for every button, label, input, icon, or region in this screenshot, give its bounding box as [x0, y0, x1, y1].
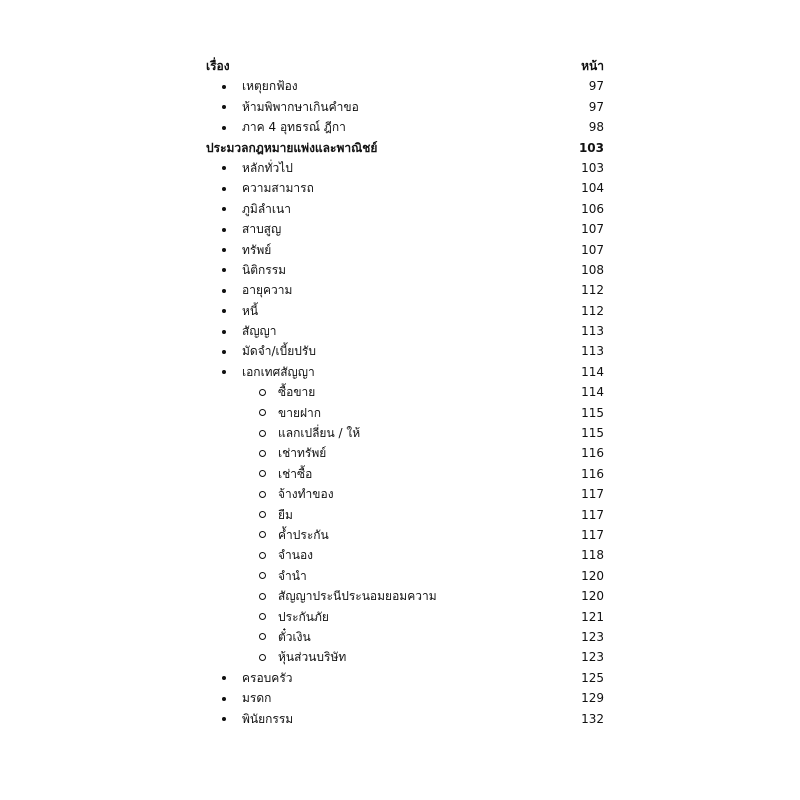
- toc-header-title: เรื่อง: [206, 59, 230, 73]
- bullet-disc-icon: [222, 289, 226, 293]
- toc-entry: [206, 341, 604, 361]
- bullet-disc-icon: [222, 248, 226, 252]
- bullet-disc-icon: [222, 309, 226, 313]
- bullet-circle-icon: [259, 511, 266, 518]
- toc-entry: [206, 280, 604, 300]
- toc-entry-title: ค้ำประกัน: [278, 527, 329, 542]
- toc-entry-page-number: 97: [588, 79, 604, 94]
- toc-entry-page-number: 97: [588, 99, 604, 114]
- bullet-disc-icon: [222, 187, 226, 191]
- toc-subentry: [206, 403, 604, 423]
- toc-entry-page-number: 117: [581, 487, 604, 502]
- toc-entry-page-number: 113: [581, 324, 604, 339]
- toc-entry-page-number: 104: [581, 181, 604, 196]
- toc-subentry: [206, 484, 604, 504]
- toc-entry: [206, 178, 604, 198]
- toc-entry: [206, 688, 604, 708]
- toc-entry-page-number: 114: [581, 385, 604, 400]
- bullet-circle-icon: [259, 470, 266, 477]
- toc-entry-title: ประกันภัย: [278, 609, 329, 624]
- bullet-disc-icon: [222, 330, 226, 334]
- toc-entry-page-number: 116: [581, 466, 604, 481]
- toc-subentry: [206, 545, 604, 565]
- toc-entry-title: สาบสูญ: [242, 222, 282, 237]
- bullet-circle-icon: [259, 593, 266, 600]
- toc-entry-page-number: 132: [581, 711, 604, 726]
- bullet-circle-icon: [259, 654, 266, 661]
- toc-entry-page-number: 120: [581, 568, 604, 583]
- toc-entry-page-number: 123: [581, 650, 604, 665]
- toc-entry-page-number: 125: [581, 670, 604, 685]
- toc-entry-title: ยืม: [278, 507, 293, 522]
- bullet-circle-icon: [259, 552, 266, 559]
- toc-header-page-label: หน้า: [581, 59, 604, 73]
- toc-entry-page-number: 117: [581, 507, 604, 522]
- toc-subentry: [206, 607, 604, 627]
- toc-entry-title: ความสามารถ: [242, 181, 314, 196]
- toc-entry-title: เหตุยกฟ้อง: [242, 79, 298, 94]
- table-of-contents: [206, 56, 604, 729]
- toc-entry-title: ทรัพย์: [242, 242, 272, 257]
- bullet-disc-icon: [222, 166, 226, 170]
- toc-entry-page-number: 113: [581, 344, 604, 359]
- toc-entry-page-number: 116: [581, 446, 604, 461]
- toc-entry: [206, 199, 604, 219]
- toc-subentry: [206, 443, 604, 463]
- toc-entry: [206, 158, 604, 178]
- toc-entry-page-number: 103: [578, 140, 604, 155]
- toc-entry-title: หนี้: [242, 303, 259, 318]
- toc-entry: [206, 668, 604, 688]
- toc-entry: [206, 117, 604, 137]
- toc-entry-page-number: 107: [581, 222, 604, 237]
- bullet-circle-icon: [259, 613, 266, 620]
- toc-entry: [206, 219, 604, 239]
- bullet-disc-icon: [222, 697, 226, 701]
- bullet-circle-icon: [259, 572, 266, 579]
- toc-entry-page-number: 123: [581, 629, 604, 644]
- bullet-disc-icon: [222, 717, 226, 721]
- toc-entry-title: จำนอง: [278, 548, 314, 563]
- bullet-circle-icon: [259, 633, 266, 640]
- toc-entry: [206, 362, 604, 382]
- toc-entry-page-number: 121: [581, 609, 604, 624]
- toc-entry-page-number: 103: [581, 160, 604, 175]
- toc-entry-page-number: 114: [581, 364, 604, 379]
- toc-entry-title: เช่าทรัพย์: [278, 446, 327, 461]
- toc-entry: [206, 260, 604, 280]
- toc-entry-page-number: 120: [581, 589, 604, 604]
- bullet-disc-icon: [222, 207, 226, 211]
- toc-entry-title: เช่าซื้อ: [278, 466, 313, 481]
- toc-entry-title: มัดจำ/เบี้ยปรับ: [242, 344, 316, 359]
- toc-entry-page-number: 107: [581, 242, 604, 257]
- toc-entry-page-number: 118: [581, 548, 604, 563]
- toc-entry-title: หุ้นส่วนบริษัท: [278, 650, 347, 665]
- bullet-disc-icon: [222, 126, 226, 130]
- toc-entry-title: ตั๋วเงิน: [278, 629, 311, 644]
- toc-entry-title: สัญญา: [242, 324, 277, 339]
- toc-entry: [206, 709, 604, 729]
- bullet-disc-icon: [222, 676, 226, 680]
- toc-entry-title: หลักทั่วไป: [242, 160, 293, 175]
- toc-subentry: [206, 464, 604, 484]
- toc-entry-page-number: 98: [588, 120, 604, 135]
- toc-entry-title: ห้ามพิพากษาเกินคำขอ: [242, 99, 359, 114]
- toc-entry-title: จำนำ: [278, 568, 307, 583]
- bullet-disc-icon: [222, 85, 226, 89]
- toc-entry: [206, 97, 604, 117]
- toc-entry-page-number: 115: [581, 426, 604, 441]
- bullet-disc-icon: [222, 350, 226, 354]
- toc-subentry: [206, 647, 604, 667]
- bullet-circle-icon: [259, 389, 266, 396]
- toc-entry: [206, 301, 604, 321]
- toc-entry-title: ภูมิลำเนา: [242, 201, 291, 216]
- toc-entry-page-number: 129: [581, 691, 604, 706]
- toc-entry-title: ภาค 4 อุทธรณ์ ฎีกา: [242, 120, 346, 135]
- toc-entry: [206, 240, 604, 260]
- toc-entry-title: ซื้อขาย: [278, 385, 316, 400]
- bullet-circle-icon: [259, 409, 266, 416]
- toc-subentry: [206, 566, 604, 586]
- toc-entry: [206, 76, 604, 96]
- toc-entry-title: อายุความ: [242, 283, 293, 298]
- toc-entry-title: สัญญาประนีประนอมยอมความ: [278, 589, 437, 604]
- toc-header: [206, 56, 604, 76]
- toc-entry-title: ประมวลกฎหมายแพ่งและพาณิชย์: [206, 140, 378, 155]
- toc-subentry: [206, 505, 604, 525]
- toc-subentry: [206, 423, 604, 443]
- bullet-disc-icon: [222, 370, 226, 374]
- toc-entry-title: นิติกรรม: [242, 262, 287, 277]
- bullet-circle-icon: [259, 531, 266, 538]
- toc-entry-page-number: 108: [581, 262, 604, 277]
- toc-subentry: [206, 382, 604, 402]
- toc-entry-title: จ้างทำของ: [278, 487, 334, 502]
- toc-entry-title: มรดก: [242, 691, 272, 706]
- toc-entry-page-number: 115: [581, 405, 604, 420]
- toc-entry-title: ครอบครัว: [242, 670, 293, 685]
- toc-entry-page-number: 112: [581, 303, 604, 318]
- bullet-disc-icon: [222, 105, 226, 109]
- toc-list: [206, 76, 604, 729]
- bullet-disc-icon: [222, 228, 226, 232]
- toc-entry-page-number: 106: [581, 201, 604, 216]
- toc-subentry: [206, 525, 604, 545]
- toc-entry: [206, 321, 604, 341]
- toc-entry-page-number: 112: [581, 283, 604, 298]
- bullet-circle-icon: [259, 450, 266, 457]
- toc-entry-page-number: 117: [581, 527, 604, 542]
- toc-entry-title: ขายฝาก: [278, 405, 322, 420]
- toc-subentry: [206, 627, 604, 647]
- toc-subentry: [206, 586, 604, 606]
- toc-section-heading: [206, 138, 604, 158]
- bullet-circle-icon: [259, 430, 266, 437]
- toc-entry-title: เอกเทศสัญญา: [242, 364, 315, 379]
- toc-entry-title: แลกเปลี่ยน / ให้: [278, 426, 361, 441]
- bullet-disc-icon: [222, 268, 226, 272]
- toc-entry-title: พินัยกรรม: [242, 711, 294, 726]
- bullet-circle-icon: [259, 491, 266, 498]
